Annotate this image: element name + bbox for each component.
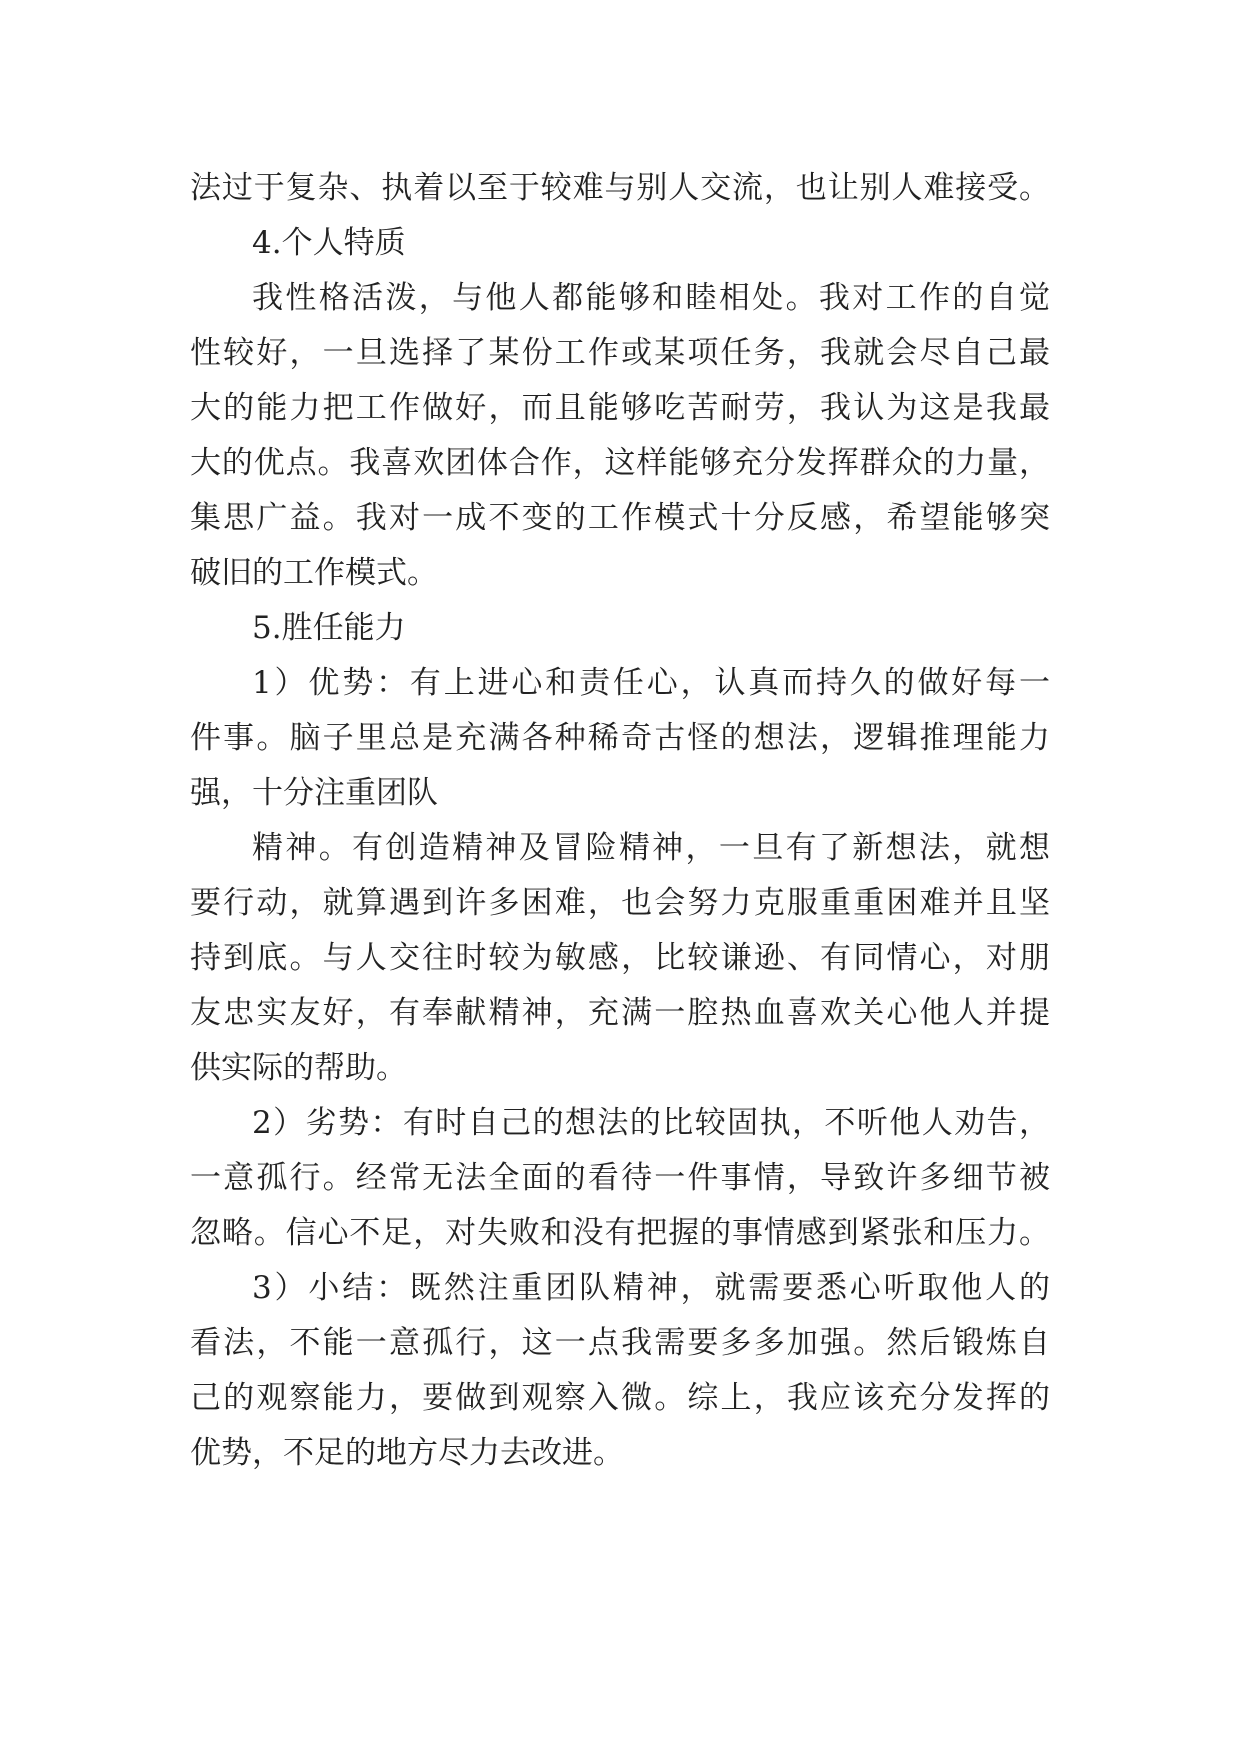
- text-line: 要行动，就算遇到许多困难，也会努力克服重重困难并且坚: [190, 885, 1050, 921]
- text-line: 精神。有创造精神及冒险精神，一旦有了新想法，就想: [252, 830, 1050, 866]
- text-line: 看法，不能一意孤行，这一点我需要多多加强。然后锻炼自: [190, 1325, 1050, 1361]
- text-line: 性较好，一旦选择了某份工作或某项任务，我就会尽自己最: [190, 335, 1050, 371]
- text-line: 友忠实友好，有奉献精神，充满一腔热血喜欢关心他人并提: [190, 995, 1050, 1031]
- text-line: 3）小结：既然注重团队精神，就需要悉心听取他人的: [252, 1270, 1050, 1306]
- text-line: 供实际的帮助。: [190, 1050, 407, 1086]
- text-line: 破旧的工作模式。: [190, 555, 438, 591]
- text-line: 己的观察能力，要做到观察入微。综上，我应该充分发挥的: [190, 1380, 1050, 1416]
- text-line: 强，十分注重团队: [190, 775, 438, 811]
- text-line: 一意孤行。经常无法全面的看待一件事情，导致许多细节被: [190, 1160, 1050, 1196]
- text-line: 集思广益。我对一成不变的工作模式十分反感，希望能够突: [190, 500, 1050, 536]
- text-line: 1）优势：有上进心和责任心，认真而持久的做好每一: [252, 665, 1050, 701]
- text-line: 持到底。与人交往时较为敏感，比较谦逊、有同情心，对朋: [190, 940, 1050, 976]
- text-line: 优势，不足的地方尽力去改进。: [190, 1435, 624, 1471]
- text-line: 法过于复杂、执着以至于较难与别人交流，也让别人难接受。: [190, 170, 1050, 206]
- text-line: 大的能力把工作做好，而且能够吃苦耐劳，我认为这是我最: [190, 390, 1050, 426]
- text-line: 大的优点。我喜欢团体合作，这样能够充分发挥群众的力量，: [190, 445, 1050, 481]
- section-heading: 4.个人特质: [252, 225, 406, 261]
- text-line: 忽略。信心不足，对失败和没有把握的事情感到紧张和压力。: [190, 1215, 1050, 1251]
- section-heading: 5.胜任能力: [252, 610, 406, 646]
- text-line: 我性格活泼，与他人都能够和睦相处。我对工作的自觉: [252, 280, 1050, 316]
- text-line: 件事。脑子里总是充满各种稀奇古怪的想法，逻辑推理能力: [190, 720, 1050, 756]
- text-line: 2）劣势：有时自己的想法的比较固执，不听他人劝告，: [252, 1105, 1050, 1141]
